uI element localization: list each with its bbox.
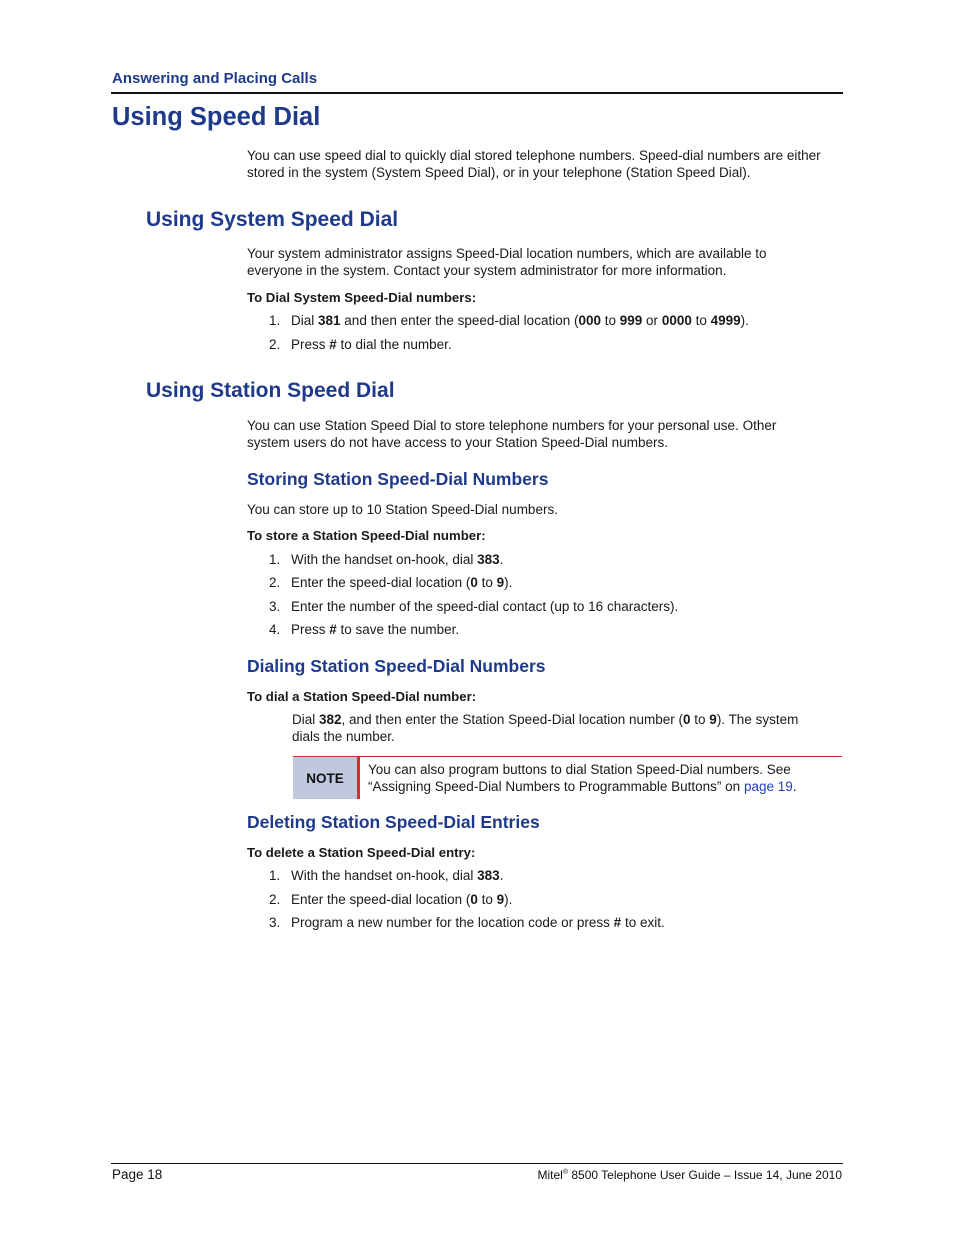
station-speed-dial-paragraph [247,417,847,451]
list-item: 3. Program a new number for the location code or press # to exit. [269,915,665,930]
page-link[interactable]: page 19 [743,779,793,794]
list-item: 2. Enter the speed-dial location (0 to 9). [269,892,513,907]
list-item: 1. With the handset on-hook, dial 383. [269,868,504,883]
heading-storing: Storing Station Speed-Dial Numbers [247,469,549,489]
list-item: 1. With the handset on-hook, dial 383. [269,552,504,567]
list-item: 3. Enter the number of the speed-dial contact (up to 16 characters). [269,599,679,614]
note-callout [293,756,842,799]
running-header: Answering and Placing Calls [112,70,318,87]
system-line-2: everyone in the system. Contact your system administrator for more information. [247,263,727,278]
heading-system-speed-dial: Using System Speed Dial [146,208,399,231]
footer-rule [111,1163,843,1164]
heading-deleting: Deleting Station Speed-Dial Entries [247,812,540,832]
header-rule [111,92,843,94]
page-title: Using Speed Dial [112,103,321,131]
note-label: NOTE [293,757,357,799]
procedure-title-dialing: To dial a Station Speed-Dial number: [247,689,477,704]
heading-dialing: Dialing Station Speed-Dial Numbers [247,656,546,676]
list-item: 2. Enter the speed-dial location (0 to 9). [269,575,513,590]
intro-line-1: You can use speed dial to quickly dial stored telephone numbers. Speed-dial numbers are either [247,148,821,163]
list-item: 4. Press # to save the number. [269,622,460,637]
note-text: You can also program buttons to dial Station Speed-Dial numbers. See “Assigning Speed-Dial Numbers to Programmable Buttons” on page 19. [368,762,797,794]
note-accent-bar [357,757,360,799]
procedure-title-deleting: To delete a Station Speed-Dial entry: [247,845,476,860]
storing-paragraph: You can store up to 10 Station Speed-Dial numbers. [247,502,558,517]
procedure-title-storing: To store a Station Speed-Dial number: [247,528,486,543]
intro-paragraph [247,147,847,181]
dialing-instruction: Dial 382, and then enter the Station Speed-Dial location number (0 to 9). The system dials the number. [292,712,799,744]
page-number: Page 18 [112,1167,163,1182]
list-item: 2. Press # to dial the number. [269,337,452,352]
station-line-2: system users do not have access to your Station Speed-Dial numbers. [247,435,668,450]
document-title: Mitel® 8500 Telephone User Guide – Issue 14, June 2010 [537,1168,842,1182]
system-line-1: Your system administrator assigns Speed-Dial location numbers, which are available to [247,246,767,261]
intro-line-2: stored in the system (System Speed Dial), or in your telephone (Station Speed Dial). [247,165,751,180]
system-speed-dial-paragraph [247,245,847,279]
list-item: 1. Dial 381 and then enter the speed-dial location (000 to 999 or 0000 to 4999). [269,313,749,328]
procedure-title-system: To Dial System Speed-Dial numbers: [247,290,477,305]
heading-station-speed-dial: Using Station Speed Dial [146,379,395,402]
station-line-1: You can use Station Speed Dial to store telephone numbers for your personal use. Other [247,418,777,433]
